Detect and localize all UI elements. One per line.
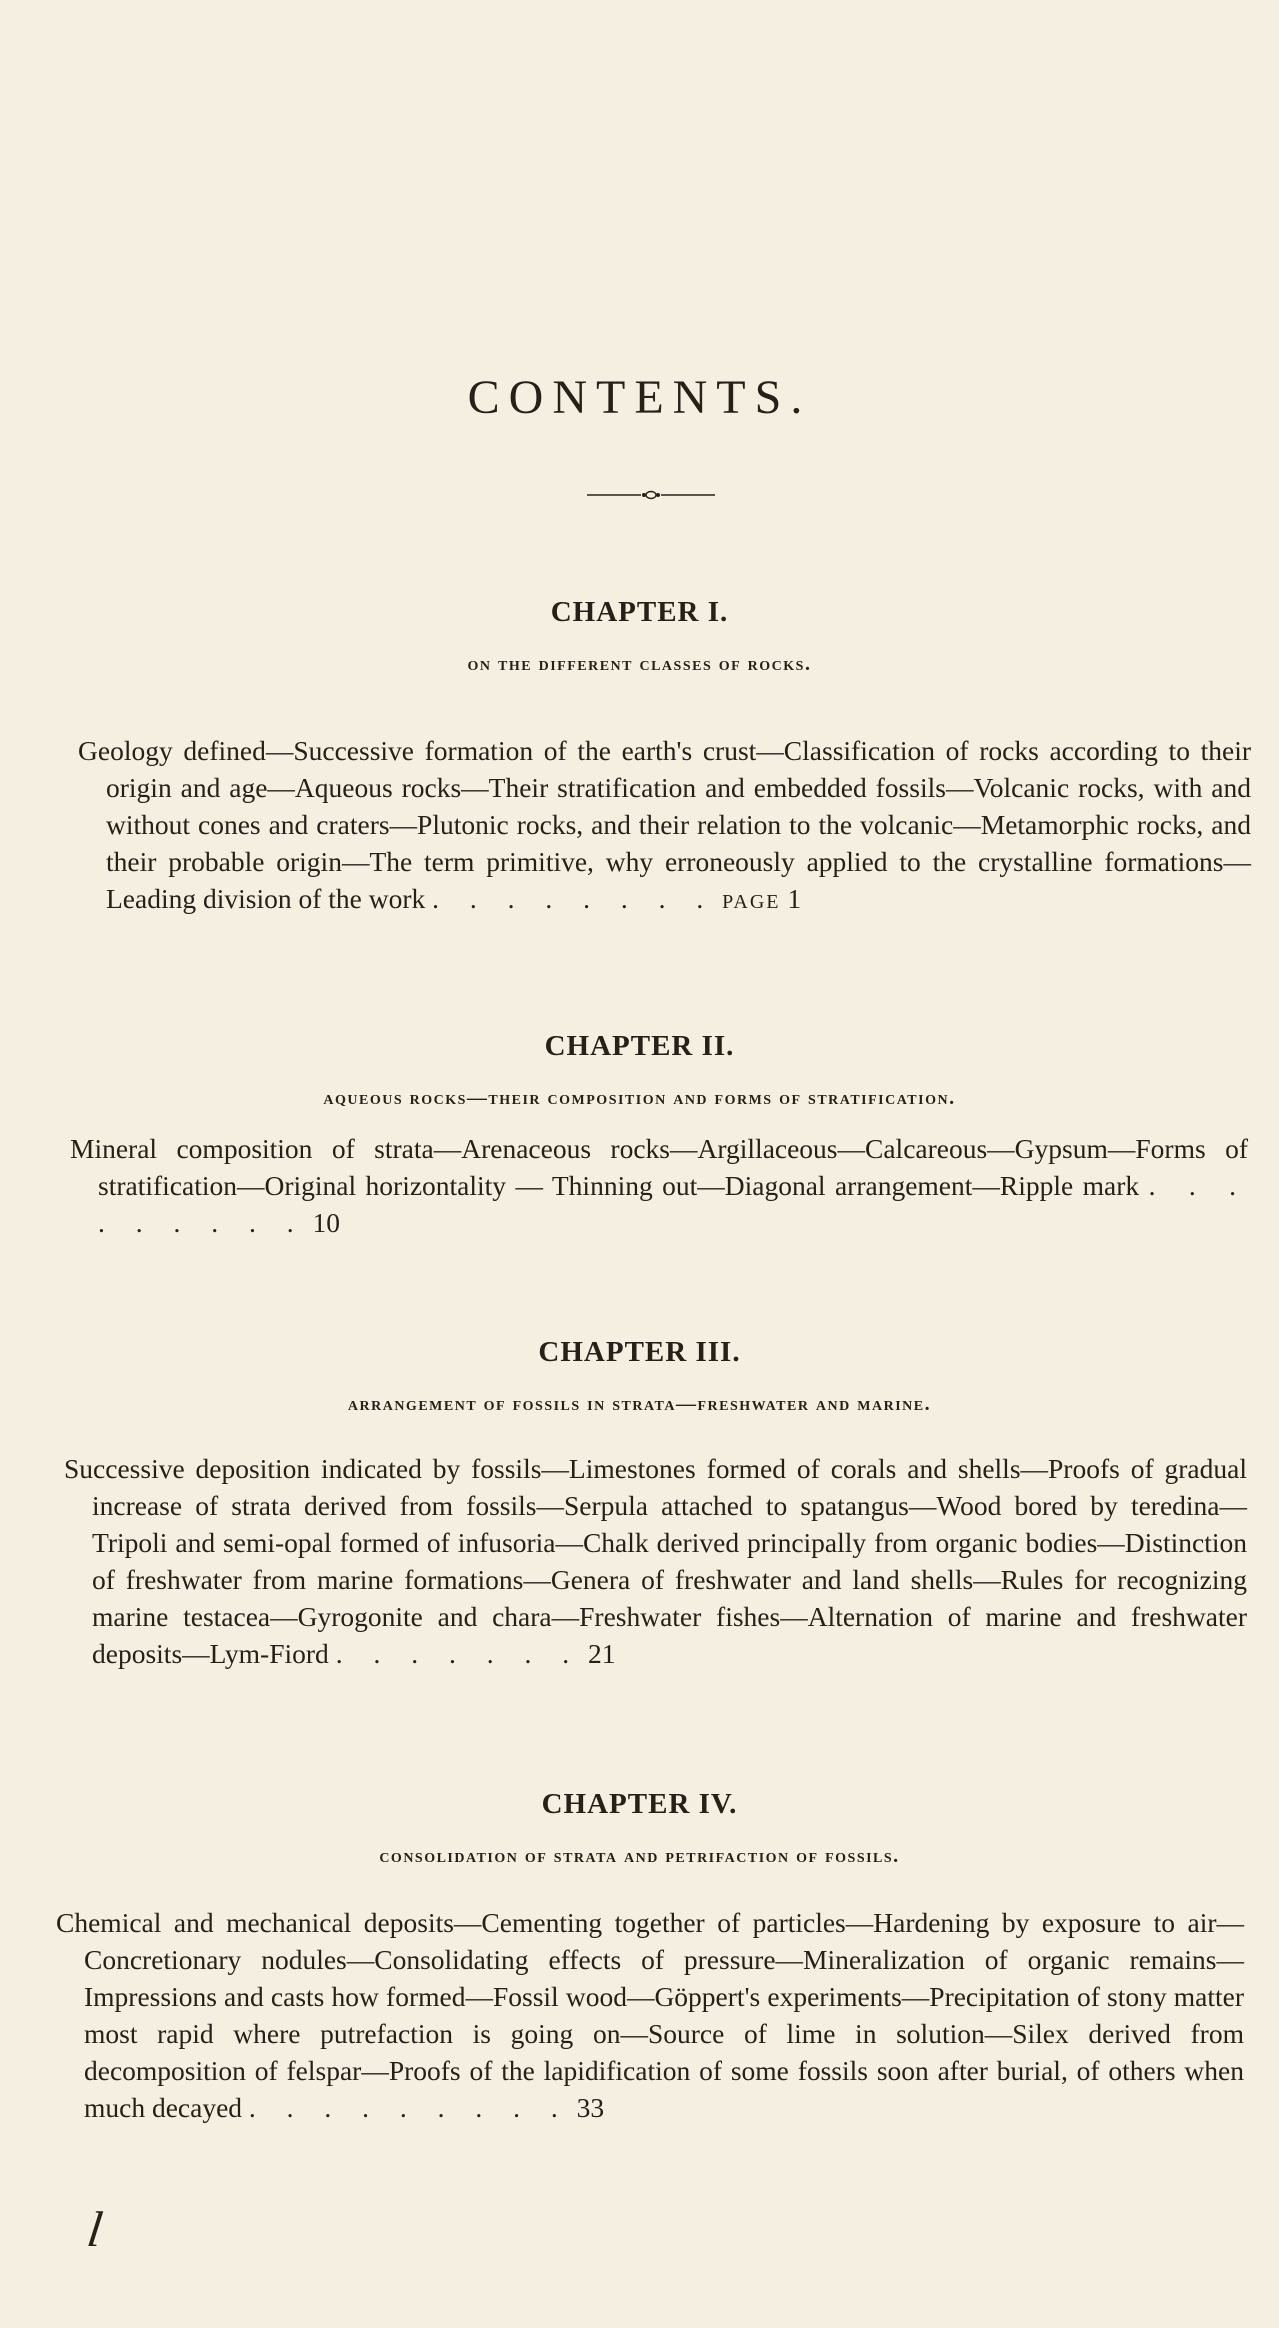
summary-text: Chemical and mechanical deposits—Cementing together of particles—Hardening by exposure to air—Concretionary nodules—Consolidating effects of pressure—Mineralization of organic remains—Impressions and casts how formed—Fossil wood—Göppert's experiments—Precipitation of stony matter most rapid where putrefaction is going on—Source of lime in solution—Silex derived from decomposition of felspar—Proofs of the lapidification of some fossils soon after burial, of others when much decayed: [56, 1907, 1244, 2123]
chapter-summary: [64, 1450, 1247, 1672]
chapter-summary: [78, 732, 1251, 921]
chapter-subtitle: on the different classes of rocks.: [467, 653, 812, 675]
summary-text: Successive deposition indicated by fossils—Limestones formed of corals and shells—Proofs of gradual increase of strata derived from fossils—Serpula attached to spatangus—Wood bored by teredina—Tripoli and semi-opal formed of infusoria—Chalk derived principally from organic bodies—Distinction of freshwater from marine formations—Genera of freshwater and land shells—Rules for recognizing marine testacea—Gyrogonite and chara—Freshwater fishes—Alternation of marine and freshwater deposits—Lym-Fiord: [64, 1453, 1247, 1669]
chapter-subtitle: arrangement of fossils in strata—freshwater and marine.: [347, 1393, 932, 1415]
chapter-heading: CHAPTER II.: [544, 1030, 735, 1062]
chapter-4: [0, 1788, 1279, 2123]
page-number: 1: [787, 883, 802, 914]
summary-text: Mineral composition of strata—Arenaceous rocks—Argillaceous—Calcareous—Gypsum—Forms of stratification—Original horizontality — Thinning out—Diagonal arrangement—Ripple mark: [70, 1133, 1248, 1201]
chapter-3: [0, 1336, 1279, 1669]
page-number: 21: [587, 1638, 616, 1669]
dot-leader: . . . . . . . . .: [98, 1170, 1249, 1238]
chapter-subtitle: consolidation of strata and petrifaction of fossils.: [379, 1845, 900, 1867]
page-label: PAGE: [722, 891, 781, 913]
chapter-2: [0, 1030, 1279, 1238]
dot-leader: . . . . . . . .: [432, 883, 716, 914]
chapter-heading: CHAPTER I.: [550, 596, 729, 628]
ornament-divider: [581, 487, 721, 503]
dot-leader: . . . . . . . . .: [248, 2092, 570, 2123]
chapter-summary: [56, 1904, 1244, 2126]
page-title: CONTENTS.: [467, 371, 812, 424]
folio-mark: l: [84, 2201, 106, 2257]
chapter-subtitle: aqueous rocks—their composition and forms of stratification.: [323, 1087, 956, 1109]
chapter-1: [0, 596, 1279, 914]
summary-text: Geology defined—Successive formation of the earth's crust—Classification of rocks according to their origin and age—Aqueous rocks—Their stratification and embedded fossils—Volcanic rocks, with and without cones and craters—Plutonic rocks, and their relation to the volcanic—Metamorphic rocks, and their probable origin—The term primitive, why erroneously applied to the crystalline formations—Leading division of the work: [78, 735, 1251, 914]
chapter-summary: [70, 1130, 1248, 1241]
dot-leader: . . . . . . .: [335, 1638, 582, 1669]
page-number: 33: [576, 2092, 605, 2123]
chapter-heading: CHAPTER III.: [538, 1336, 741, 1368]
page-number: 10: [312, 1207, 340, 1238]
chapter-heading: CHAPTER IV.: [541, 1788, 738, 1820]
